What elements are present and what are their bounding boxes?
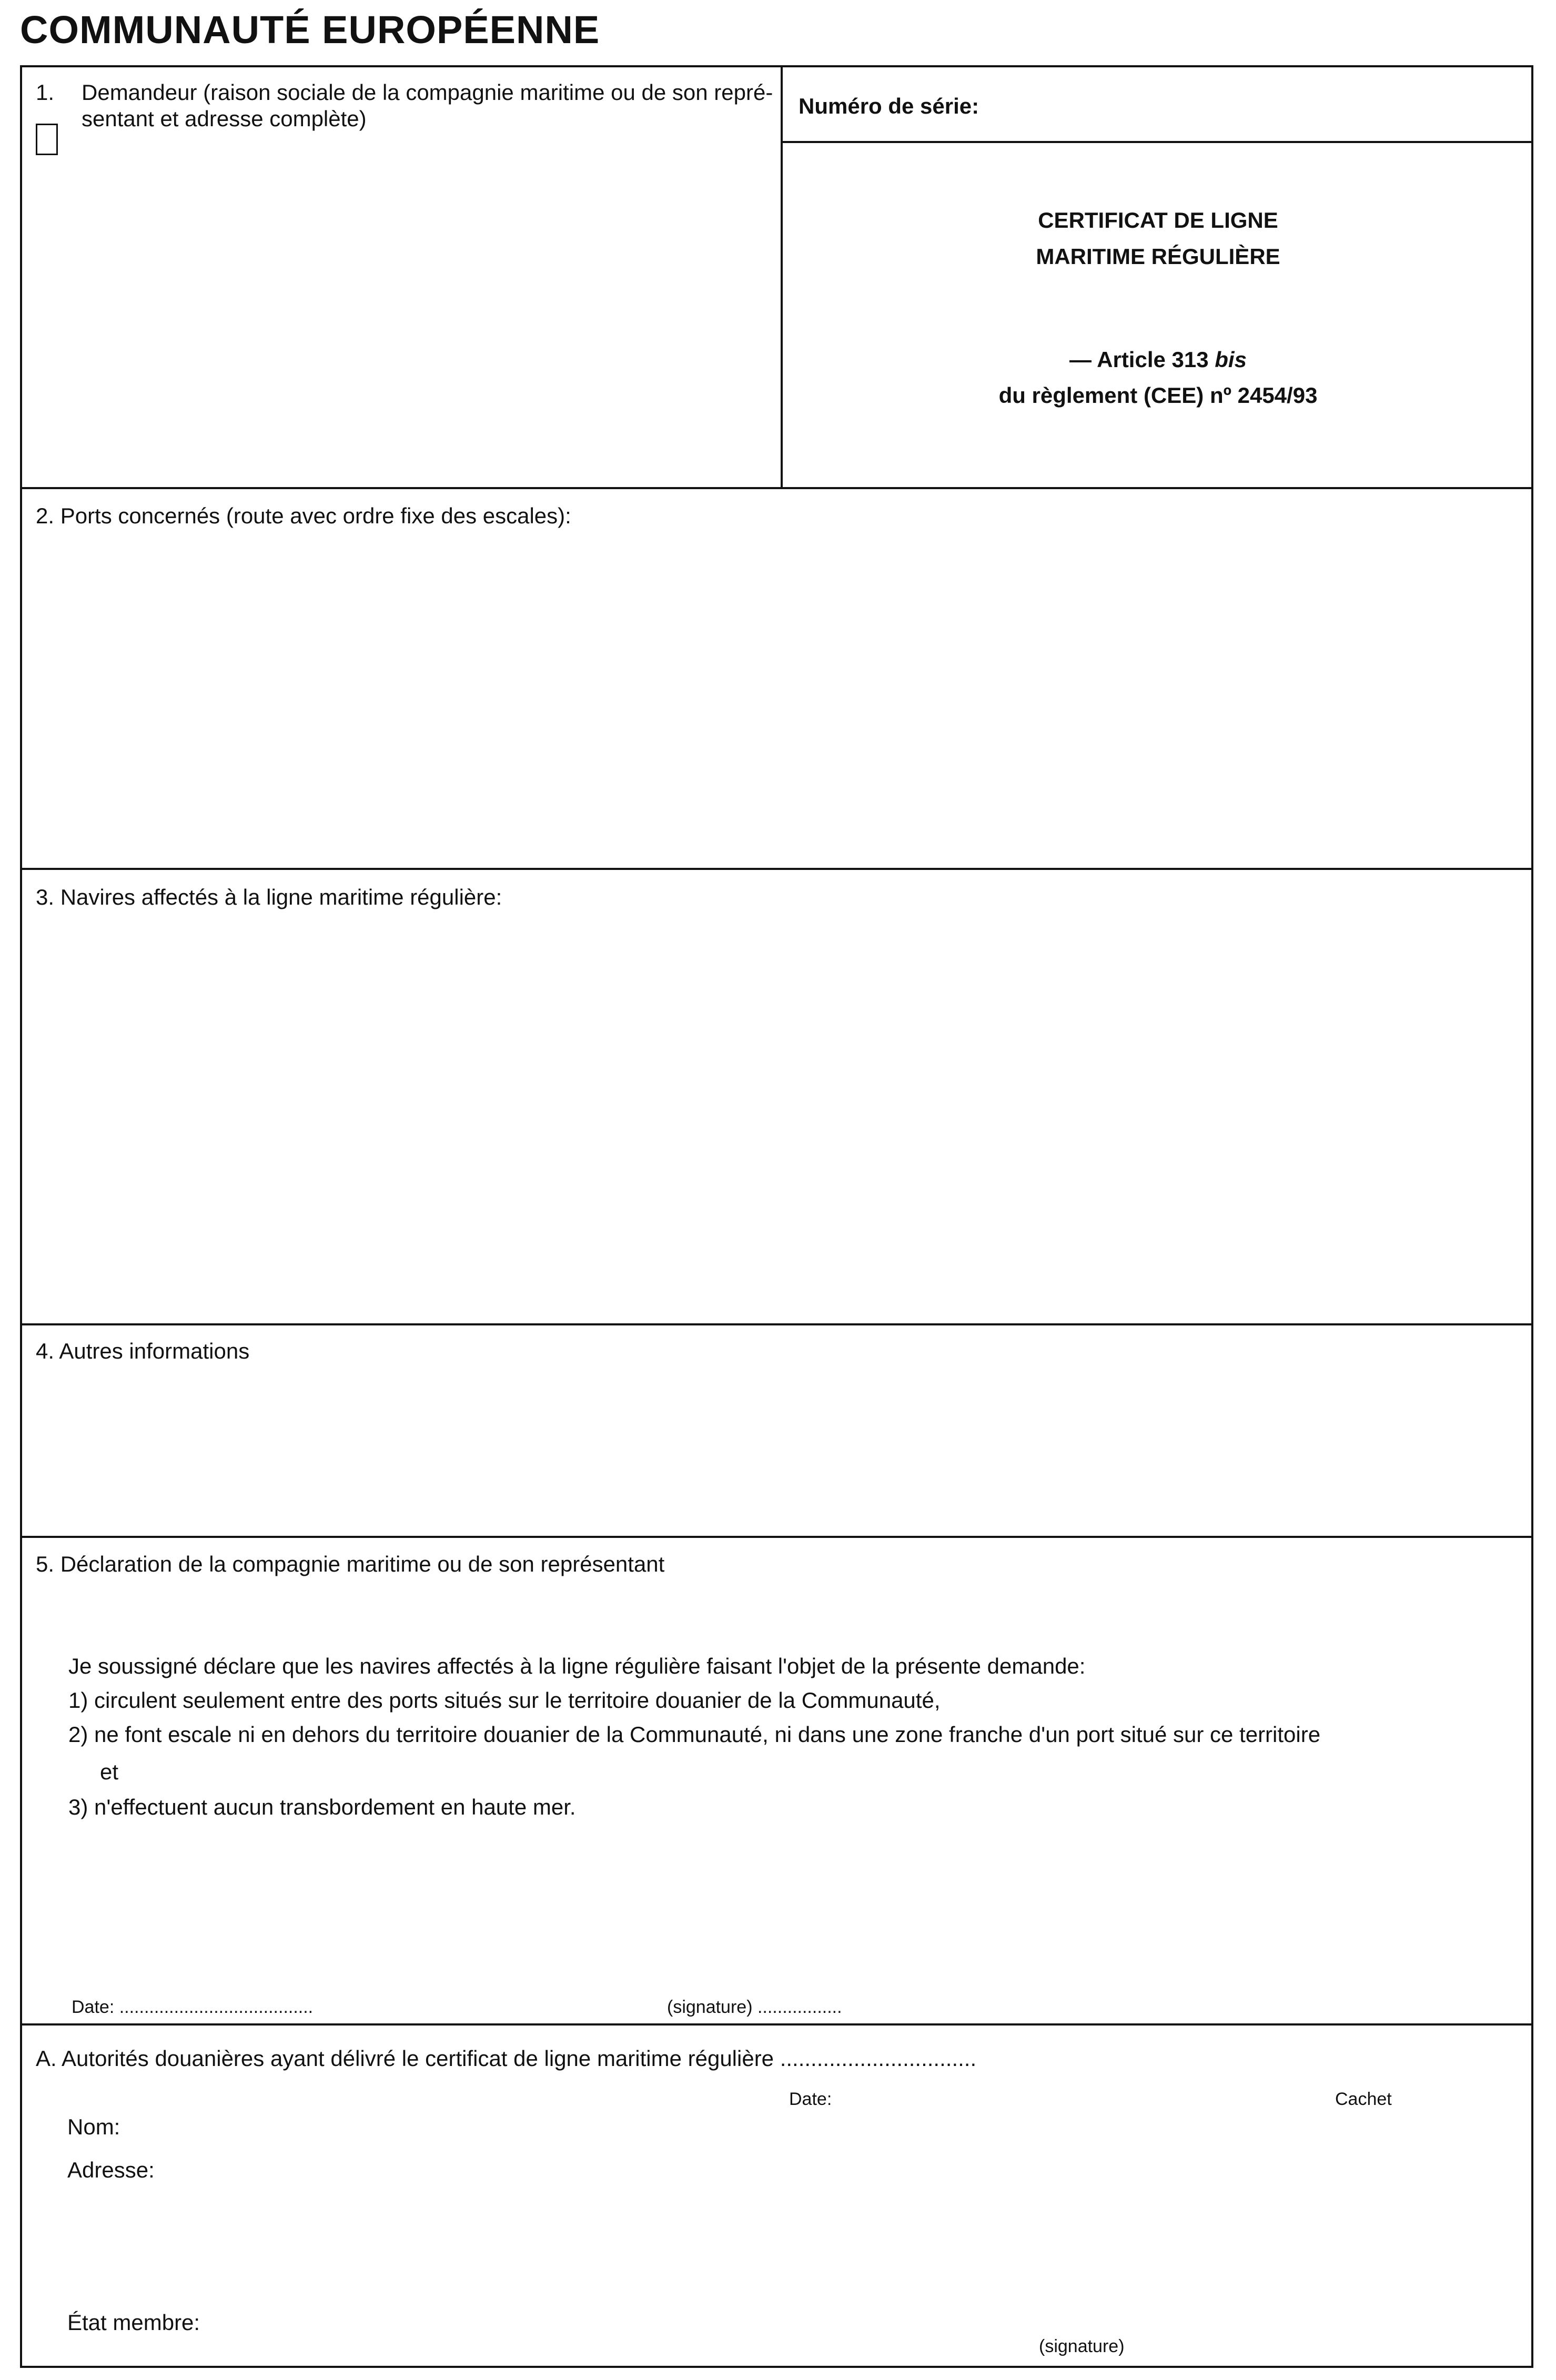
applicant-checkbox[interactable] — [36, 124, 58, 155]
divider-vertical — [781, 65, 783, 489]
box1-label-line2: sentant et adresse complète) — [82, 106, 367, 131]
customs-signature-label: (signature) — [1039, 2336, 1125, 2356]
divider-section-4 — [20, 1536, 1533, 1538]
certificate-article — [783, 346, 1533, 374]
declaration-date: Date: ....................................... — [72, 1997, 314, 2017]
box1-number: 1. — [36, 80, 55, 105]
certificate-title-line2: MARITIME RÉGULIÈRE — [1036, 244, 1280, 269]
page-title: COMMUNAUTÉ EUROPÉENNE — [20, 8, 600, 52]
divider-section-2 — [20, 868, 1533, 870]
customs-name-label: Nom: — [67, 2114, 120, 2139]
declaration-signature: (signature) ................. — [667, 1997, 842, 2017]
divider-section-5 — [20, 2023, 1533, 2025]
customs-member-state-label: État membre: — [67, 2310, 200, 2335]
customs-date-label: Date: — [789, 2089, 832, 2109]
declaration-item-2: 2) ne font escale ni en dehors du territoire douanier de la Communauté, ni dans une zone franche d'un port situé sur ce territoire — [68, 1722, 1321, 1747]
certificate-article-italic: bis — [1215, 347, 1247, 372]
box2-label: 2. Ports concernés (route avec ordre fixe des escales): — [36, 503, 571, 528]
certificate-regulation: du règlement (CEE) nº 2454/93 — [998, 383, 1318, 408]
declaration-item-2-cont: et — [100, 1759, 119, 1784]
serial-number-label: Numéro de série: — [799, 94, 979, 118]
certificate-title-line1: CERTIFICAT DE LIGNE — [1038, 208, 1278, 232]
box3-label: 3. Navires affectés à la ligne maritime régulière: — [36, 885, 502, 909]
customs-address-label: Adresse: — [67, 2158, 155, 2182]
divider-section-3 — [20, 1323, 1533, 1325]
declaration-item-3: 3) n'effectuent aucun transbordement en haute mer. — [68, 1795, 576, 1819]
divider-serial — [781, 141, 1533, 143]
declaration-intro: Je soussigné déclare que les navires affectés à la ligne régulière faisant l'objet de la présente demande: — [68, 1654, 1086, 1678]
box5-label: 5. Déclaration de la compagnie maritime ou de son représentant — [36, 1552, 665, 1576]
divider-section-1 — [20, 487, 1533, 489]
customs-stamp-label: Cachet — [1335, 2089, 1392, 2109]
box1-label-line1: Demandeur (raison sociale de la compagnie maritime ou de son repré- — [82, 80, 773, 105]
certificate-form — [20, 65, 1533, 2368]
boxA-label: A. Autorités douanières ayant délivré le certificat de ligne maritime régulière ................................ — [36, 2046, 977, 2071]
declaration-item-1: 1) circulent seulement entre des ports situés sur le territoire douanier de la Communauté, — [68, 1688, 941, 1713]
box4-label: 4. Autres informations — [36, 1339, 250, 1363]
certificate-article-prefix: — Article 313 — [1069, 347, 1215, 372]
